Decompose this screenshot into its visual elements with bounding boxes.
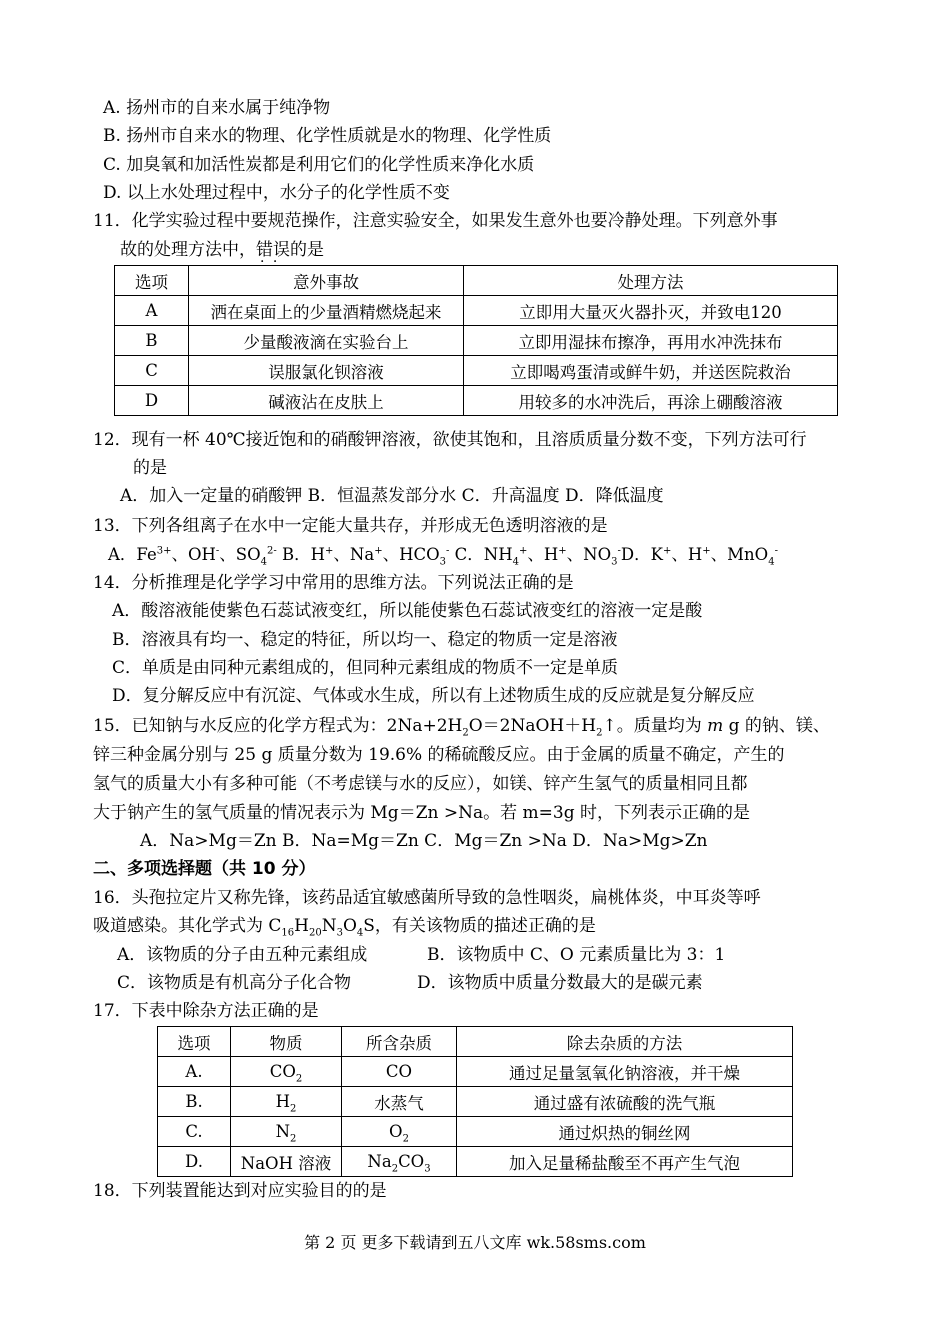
table-cell: $O_2$ bbox=[342, 1117, 457, 1147]
q14-option-a: A．酸溶液能使紫色石蕊试液变红，所以能使紫色石蕊试液变红的溶液一定是酸 bbox=[112, 601, 703, 621]
q14-option-b: B．溶液具有均一、稳定的特征，所以均一、稳定的物质一定是溶液 bbox=[112, 630, 618, 650]
q16-option-c: C．该物质是有机高分子化合物 bbox=[117, 973, 352, 993]
table-row bbox=[158, 1057, 793, 1087]
table-cell: A. bbox=[158, 1057, 231, 1087]
q14-option-d: D．复分解反应中有沉淀、气体或水生成，所以有上述物质生成的反应就是复分解反应 bbox=[112, 686, 755, 706]
table-header: 选项 bbox=[115, 266, 189, 296]
table-row bbox=[158, 1147, 793, 1177]
table-header: 物质 bbox=[231, 1027, 342, 1057]
q16-option-a: A．该物质的分子由五种元素组成 bbox=[117, 945, 368, 965]
table-cell: 用较多的水冲洗后，再涂上硼酸溶液 bbox=[464, 386, 838, 416]
table-cell: 少量酸液滴在实验台上 bbox=[189, 326, 464, 356]
q16-stem-line2: 吸道感染。其化学式为 $C_{16}H_{20}N_3O_4S$，有关该物质的描述正确的是 bbox=[93, 916, 596, 939]
q10-option-a: A. 扬州市的自来水属于纯净物 bbox=[103, 98, 331, 118]
table-cell: 立即用大量灭火器扑灭，并致电120 bbox=[464, 296, 838, 326]
table-cell: D bbox=[115, 386, 189, 416]
q16-option-d: D．该物质中质量分数最大的是碳元素 bbox=[417, 973, 703, 993]
table-header: 处理方法 bbox=[464, 266, 838, 296]
table-cell: D. bbox=[158, 1147, 231, 1177]
q18-stem: 18．下列装置能达到对应实验目的的是 bbox=[93, 1181, 387, 1201]
table-row bbox=[115, 386, 838, 416]
table-cell: 洒在桌面上的少量酒精燃烧起来 bbox=[189, 296, 464, 326]
q15-stem-line3: 氢气的质量大小有多种可能（不考虑镁与水的反应），如镁、锌产生氢气的质量相同且都 bbox=[93, 774, 748, 794]
table-cell: 通过炽热的铜丝网 bbox=[457, 1117, 793, 1147]
table-header: 意外事故 bbox=[189, 266, 464, 296]
q10-option-d: D. 以上水处理过程中，水分子的化学性质不变 bbox=[103, 183, 450, 203]
q16-stem-line1: 16．头孢拉定片又称先锋，该药品适宜敏感菌所导致的急性咽炎，扁桃体炎，中耳炎等呼 bbox=[93, 888, 761, 908]
q11-table bbox=[114, 265, 838, 416]
table-cell: NaOH 溶液 bbox=[231, 1147, 342, 1177]
table-header-row bbox=[158, 1027, 793, 1057]
q11-stem-line2: 故的处理方法中，错误 · ·的是 bbox=[120, 238, 324, 262]
q13-stem: 13．下列各组离子在水中一定能大量共存，并形成无色透明溶液的是 bbox=[93, 516, 608, 536]
q11-stem-line1: 11．化学实验过程中要规范操作，注意实验安全，如果发生意外也要冷静处理。下列意外事 bbox=[93, 211, 778, 231]
table-row bbox=[115, 296, 838, 326]
table-cell: $Na_2CO_3$ bbox=[342, 1147, 457, 1177]
table-cell: 通过盛有浓硫酸的洗气瓶 bbox=[457, 1087, 793, 1117]
table-header: 所含杂质 bbox=[342, 1027, 457, 1057]
q12-options: A．加入一定量的硝酸钾 B．恒温蒸发部分水 C．升高温度 D．降低温度 bbox=[120, 486, 664, 506]
q14-option-c: C．单质是由同种元素组成的，但同种元素组成的物质不一定是单质 bbox=[112, 658, 619, 678]
table-cell: 立即用湿抹布擦净，再用水冲洗抹布 bbox=[464, 326, 838, 356]
table-row bbox=[158, 1087, 793, 1117]
table-row bbox=[115, 356, 838, 386]
table-row bbox=[115, 326, 838, 356]
table-header: 选项 bbox=[158, 1027, 231, 1057]
q11-emphasis: 错误 · · bbox=[256, 240, 290, 260]
q12-stem-line2: 的是 bbox=[133, 458, 167, 478]
table-cell: 加入足量稀盐酸至不再产生气泡 bbox=[457, 1147, 793, 1177]
q14-stem: 14．分析推理是化学学习中常用的思维方法。下列说法正确的是 bbox=[93, 573, 574, 593]
table-cell: $CO_2$ bbox=[231, 1057, 342, 1087]
q15-stem-line1: 15．已知钠与水反应的化学方程式为：$2Na+2H_2O=2NaOH+H_2↑$。质量均为 m g 的钠、镁、 bbox=[93, 716, 830, 739]
table-cell: CO bbox=[342, 1057, 457, 1087]
q15-stem-line2: 锌三种金属分别与 25 g 质量分数为 19.6% 的稀硫酸反应。由于金属的质量不确定，产生的 bbox=[93, 745, 785, 765]
table-cell: 误服氯化钡溶液 bbox=[189, 356, 464, 386]
table-cell: A bbox=[115, 296, 189, 326]
table-cell: 通过足量氢氧化钠溶液，并干燥 bbox=[457, 1057, 793, 1087]
table-row bbox=[158, 1117, 793, 1147]
table-cell: C bbox=[115, 356, 189, 386]
section-title: 二、多项选择题（共 10 分） bbox=[93, 859, 316, 879]
table-cell: 立即喝鸡蛋清或鲜牛奶，并送医院救治 bbox=[464, 356, 838, 386]
page-footer: 第 2 页 更多下载请到五八文库 wk.58sms.com bbox=[304, 1233, 646, 1252]
table-cell: C. bbox=[158, 1117, 231, 1147]
table-header-row bbox=[115, 266, 838, 296]
q16-option-b: B．该物质中 C、O 元素质量比为 3：1 bbox=[427, 945, 726, 965]
q17-table bbox=[157, 1026, 793, 1177]
q15-options: A．Na>Mg＝Zn B．Na=Mg＝Zn C．Mg＝Zn >Na D．Na>Mg>Zn bbox=[140, 831, 708, 851]
table-cell: 水蒸气 bbox=[342, 1087, 457, 1117]
q10-option-c: C. 加臭氧和加活性炭都是利用它们的化学性质来净化水质 bbox=[103, 155, 535, 175]
q12-stem-line1: 12．现有一杯 40℃接近饱和的硝酸钾溶液，欲使其饱和，且溶质质量分数不变，下列方法可行 bbox=[93, 430, 807, 450]
table-cell: 碱液沾在皮肤上 bbox=[189, 386, 464, 416]
q13-options: A．$Fe^{3+}$、OH-、$SO_4^{2-}$ B．H+、Na+、$HCO_3^-$ C．$NH_4^+$、H+、$NO_3^-D$．K+、H+、MnO$_4$- bbox=[108, 545, 778, 568]
table-cell: $N_2$ bbox=[231, 1117, 342, 1147]
table-cell: $H_2$ bbox=[231, 1087, 342, 1117]
q15-stem-line4: 大于钠产生的氢气质量的情况表示为 Mg＝Zn >Na。若 m=3g 时，下列表示正确的是 bbox=[93, 803, 750, 823]
q17-stem: 17．下表中除杂方法正确的是 bbox=[93, 1001, 319, 1021]
table-header: 除去杂质的方法 bbox=[457, 1027, 793, 1057]
table-cell: B bbox=[115, 326, 189, 356]
q10-option-b: B. 扬州市自来水的物理、化学性质就是水的物理、化学性质 bbox=[103, 126, 552, 146]
table-cell: B. bbox=[158, 1087, 231, 1117]
